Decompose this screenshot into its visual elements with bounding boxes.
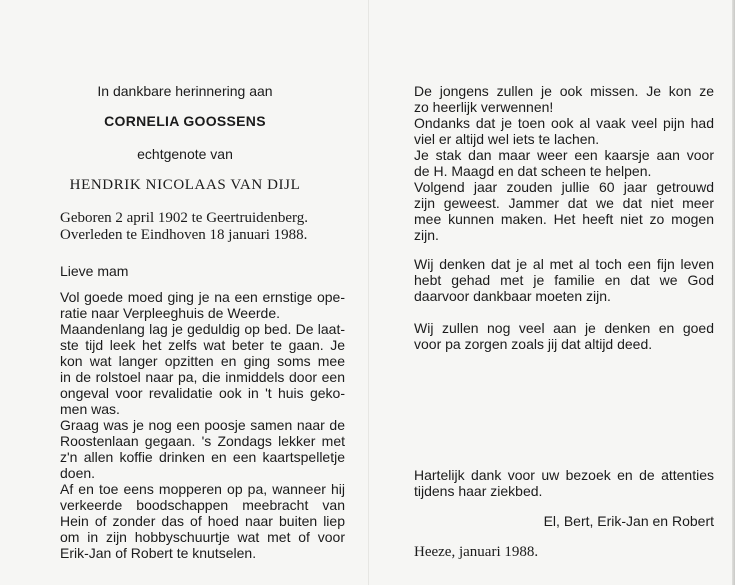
spouse-name: HENDRIK NICOLAAS VAN DIJL bbox=[69, 177, 301, 193]
paragraph-line: hebt gehad met je familie en dat we God bbox=[414, 272, 714, 288]
paragraph-line: ratie naar Verpleeghuis de Weerde. bbox=[60, 305, 280, 321]
signature: El, Bert, Erik-Jan en Robert bbox=[543, 513, 714, 529]
paragraph-line: ongeval voor revalidatie ook in 't huis geko- bbox=[60, 385, 345, 401]
paragraph-line: daarvoor dankbaar moeten zijn. bbox=[414, 288, 611, 304]
paragraph-line: Hein of zonder das of hoed naar buiten liep bbox=[60, 513, 345, 529]
paragraph-line: om in zijn hobbyschuurtje wat met of voor bbox=[60, 529, 345, 545]
paragraph-line: De jongens zullen je ook missen. Je kon ze bbox=[414, 83, 714, 99]
card-fold bbox=[368, 0, 369, 585]
birth-line: Geboren 2 april 1902 te Geertruidenberg. bbox=[60, 210, 308, 226]
paragraph-line: in de rolstoel naar pa, die inmiddels door een bbox=[60, 369, 345, 385]
paragraph-line: viel er altijd wel iets te lachen. bbox=[414, 131, 600, 147]
intro-text: In dankbare herinnering aan bbox=[97, 83, 273, 99]
paragraph-line: Ondanks dat je toen ook al vaak veel pijn had bbox=[414, 115, 714, 131]
paragraph-line: Erik-Jan of Robert te knutselen. bbox=[60, 545, 257, 561]
paragraph-line: Roostenlaan gegaan. 's Zondags lekker met bbox=[60, 433, 345, 449]
paragraph-line: men was. bbox=[60, 401, 120, 417]
thanks-line: tijdens haar ziekbed. bbox=[414, 483, 543, 499]
paragraph-line: Wij denken dat je al met al toch een fijn leven bbox=[414, 256, 714, 272]
paragraph-line: doen. bbox=[60, 465, 96, 481]
paragraph-line: mee kunnen maken. Het heeft niet zo mogen bbox=[414, 211, 714, 227]
deceased-name: CORNELIA GOOSSENS bbox=[104, 113, 266, 129]
paragraph-line: Af en toe eens mopperen op pa, wanneer hij bbox=[60, 481, 345, 497]
paragraph-line: zijn. bbox=[414, 227, 439, 243]
greeting: Lieve mam bbox=[60, 263, 129, 279]
paragraph-line: Wij zullen nog veel aan je denken en goed bbox=[414, 320, 714, 336]
paragraph-line: Vol goede moed ging je na een ernstige ope- bbox=[60, 289, 345, 305]
paragraph-line: de H. Maagd en dat scheen te helpen. bbox=[414, 163, 652, 179]
paragraph-line: zo heerlijk verwennen! bbox=[414, 99, 554, 115]
place-date: Heeze, januari 1988. bbox=[414, 544, 539, 560]
paragraph-line: voor pa zorgen zoals jij dat altijd deed. bbox=[414, 336, 653, 352]
thanks-line: Hartelijk dank voor uw bezoek en de attenties bbox=[414, 467, 714, 483]
paragraph-line: Volgend jaar zouden jullie 60 jaar getrouwd bbox=[414, 179, 714, 195]
paragraph-line: ste tijd leek het zelfs wat beter te gaan. Je bbox=[60, 337, 345, 353]
paragraph-line: zijn geweest. Jammer dat we dat niet meer bbox=[414, 195, 714, 211]
spouse-label: echtgenote van bbox=[137, 146, 233, 162]
paragraph-line: z'n allen koffie drinken en een kaartspelletje bbox=[60, 449, 345, 465]
paragraph-line: verkeerde boodschappen meebracht van bbox=[60, 497, 345, 513]
paragraph-line: Graag was je nog een poosje samen naar de bbox=[60, 417, 345, 433]
paragraph-line: kon wat langer opzitten en ging soms mee bbox=[60, 353, 345, 369]
paragraph-line: Maandenlang lag je geduldig op bed. De laat- bbox=[60, 321, 345, 337]
paragraph-line: Je stak dan maar weer een kaarsje aan voor bbox=[414, 147, 714, 163]
death-line: Overleden te Eindhoven 18 januari 1988. bbox=[60, 227, 308, 243]
